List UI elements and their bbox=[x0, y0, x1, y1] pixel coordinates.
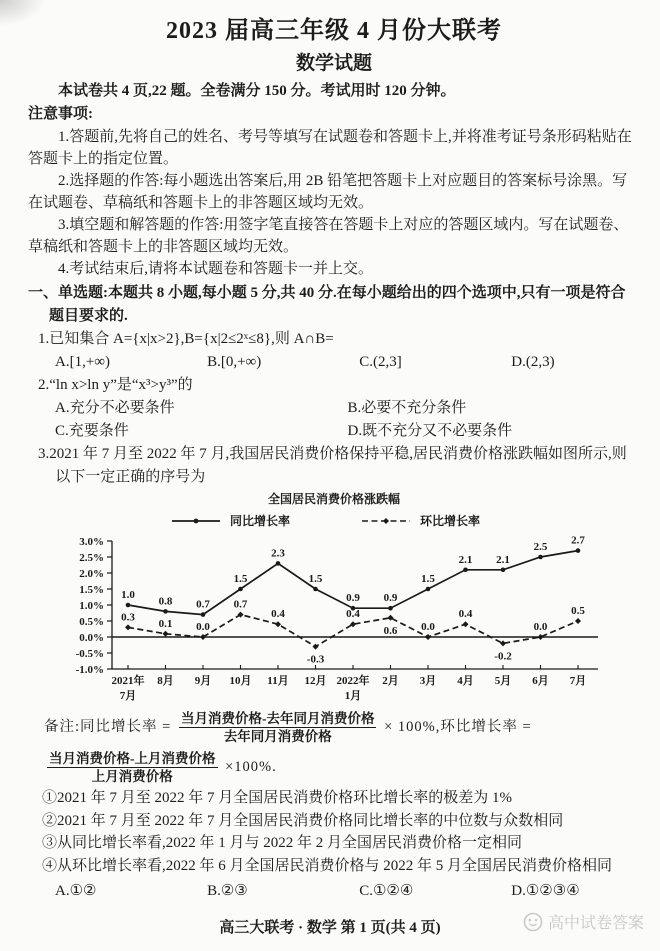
svg-text:2.1: 2.1 bbox=[458, 553, 473, 566]
chart-note bbox=[44, 707, 640, 787]
svg-text:9月: 9月 bbox=[194, 675, 212, 687]
svg-text:环比增长率: 环比增长率 bbox=[420, 514, 481, 528]
svg-text:12月: 12月 bbox=[304, 675, 327, 687]
svg-text:0.1: 0.1 bbox=[158, 617, 173, 630]
note-mid: × 100%,环比增长率 = bbox=[384, 719, 532, 735]
q2-option-a: A.充分不必要条件 bbox=[55, 400, 175, 416]
svg-text:1.5: 1.5 bbox=[421, 573, 435, 585]
svg-text:2.0%: 2.0% bbox=[79, 568, 104, 580]
page-footer: 高三大联考 · 数学 第 1 页(共 4 页) bbox=[219, 920, 441, 936]
svg-text:同比增长率: 同比增长率 bbox=[230, 514, 291, 528]
watermark-logo-icon bbox=[522, 911, 544, 933]
notice-item-3: 3.填空题和解答题的作答:用签字笔直接答在答题卡上对应的答题区域内。写在试题卷、草稿纸和答题卡上的非答题区域均无效。 bbox=[28, 217, 629, 255]
tongbi-fraction bbox=[179, 710, 377, 745]
svg-text:-0.5%: -0.5% bbox=[75, 648, 104, 660]
fraction-numerator: 当月消费价格-去年同月消费价格 bbox=[180, 711, 375, 727]
svg-text:1.5: 1.5 bbox=[233, 573, 248, 585]
note-suffix: ×100%. bbox=[225, 759, 277, 775]
note-prefix: 备注:同比增长率 = bbox=[44, 719, 172, 735]
notice-item-2: 2.选择题的作答:每小题选出答案后,用 2B 铅笔把答题卡上对应题目的答案标号涂黑。写在试题卷、草稿纸和答题卡上的非答题区域均无效。 bbox=[28, 173, 628, 211]
svg-text:8月: 8月 bbox=[157, 675, 174, 687]
svg-text:2021年: 2021年 bbox=[111, 675, 145, 687]
svg-text:2.3: 2.3 bbox=[271, 547, 285, 560]
svg-text:2.7: 2.7 bbox=[571, 534, 585, 547]
svg-text:1.5: 1.5 bbox=[308, 573, 323, 585]
question-2-stem: 2.“ln x>ln y”是“x³>y³”的 bbox=[38, 377, 193, 393]
svg-text:-1.0%: -1.0% bbox=[75, 664, 104, 676]
page-subtitle: 数学试题 bbox=[295, 53, 372, 74]
svg-text:2.1: 2.1 bbox=[496, 553, 510, 566]
svg-text:2.5%: 2.5% bbox=[79, 552, 104, 564]
watermark-text: 高中试卷答案 bbox=[547, 915, 644, 932]
question-2-options-row-1 bbox=[55, 397, 640, 420]
q1-option-a: A.[1,+∞) bbox=[55, 354, 110, 370]
svg-text:0.7: 0.7 bbox=[233, 598, 248, 611]
question-3-options bbox=[55, 880, 640, 903]
fraction-denominator: 上月消费价格 bbox=[91, 769, 173, 785]
scan-corner-shade bbox=[0, 0, 46, 26]
svg-text:11月: 11月 bbox=[267, 675, 289, 687]
svg-text:-0.2: -0.2 bbox=[494, 650, 512, 663]
svg-text:0.5: 0.5 bbox=[571, 605, 585, 617]
q3-option-b: B.②③ bbox=[207, 883, 248, 899]
svg-text:0.0: 0.0 bbox=[196, 621, 210, 633]
q2-option-c: C.充要条件 bbox=[55, 423, 129, 439]
svg-text:0.0: 0.0 bbox=[533, 621, 548, 633]
svg-text:0.0%: 0.0% bbox=[79, 632, 104, 644]
svg-text:0.4: 0.4 bbox=[346, 608, 360, 621]
svg-text:7月: 7月 bbox=[119, 690, 137, 702]
svg-text:10月: 10月 bbox=[229, 675, 252, 687]
svg-text:0.9: 0.9 bbox=[383, 592, 398, 605]
svg-text:0.4: 0.4 bbox=[458, 608, 473, 621]
q2-option-b: B.必要不充分条件 bbox=[347, 400, 467, 416]
statement-1: ①2021 年 7 月至 2022 年 7 月全国居民消费价格环比增长率的极差为 1% bbox=[42, 790, 512, 806]
q1-option-b: B.[0,+∞) bbox=[207, 354, 262, 370]
svg-text:0.9: 0.9 bbox=[346, 592, 360, 605]
exam-info: 本试卷共 4 页,22 题。全卷满分 150 分。考试用时 120 分钟。 bbox=[58, 83, 456, 99]
svg-text:7月: 7月 bbox=[569, 675, 587, 687]
question-1-options bbox=[55, 351, 640, 374]
fraction-numerator: 当月消费价格-上月消费价格 bbox=[49, 751, 216, 767]
svg-text:4月: 4月 bbox=[457, 675, 474, 687]
notice-item-1: 1.答题前,先将自己的姓名、考号等填写在试题卷和答题卡上,并将准考证号条形码粘贴在答题卡上的指定位置。 bbox=[28, 129, 632, 167]
svg-text:2月: 2月 bbox=[382, 675, 399, 687]
svg-text:1.0%: 1.0% bbox=[79, 600, 104, 612]
cpi-line-chart-canvas bbox=[54, 507, 614, 705]
question-2-options-row-2 bbox=[55, 420, 640, 443]
notice-item-4: 4.考试结束后,请将本试题卷和答题卡一并上交。 bbox=[58, 261, 374, 277]
cpi-chart bbox=[54, 491, 614, 705]
svg-text:1月: 1月 bbox=[344, 690, 362, 702]
svg-text:0.4: 0.4 bbox=[271, 608, 285, 621]
svg-text:0.8: 0.8 bbox=[158, 595, 173, 608]
q3-option-d: D.①②③④ bbox=[511, 883, 580, 899]
svg-text:0.3: 0.3 bbox=[121, 611, 135, 624]
svg-text:0.0: 0.0 bbox=[421, 621, 435, 633]
huanbi-fraction bbox=[47, 750, 218, 785]
svg-text:3.0%: 3.0% bbox=[79, 536, 104, 548]
statement-4: ④从环比增长率看,2022 年 6 月全国居民消费价格与 2022 年 5 月全国居民消费价格相同 bbox=[42, 857, 613, 874]
page-title: 2023 届高三年级 4 月份大联考 bbox=[166, 18, 502, 44]
chart-title: 全国居民消费价格涨跌幅 bbox=[267, 492, 400, 506]
svg-text:6月: 6月 bbox=[532, 675, 549, 687]
q1-option-d: D.(2,3) bbox=[511, 354, 555, 370]
notice-heading: 注意事项: bbox=[28, 106, 93, 122]
q2-option-d: D.既不充分又不必要条件 bbox=[347, 423, 513, 439]
svg-text:2022年: 2022年 bbox=[336, 675, 370, 687]
question-1-stem: 1.已知集合 A={x|x>2},B={x|2≤2ˣ≤8},则 A∩B= bbox=[38, 331, 334, 347]
svg-text:0.7: 0.7 bbox=[196, 598, 210, 611]
watermark bbox=[522, 910, 644, 933]
svg-text:1.5%: 1.5% bbox=[79, 584, 104, 596]
svg-text:0.6: 0.6 bbox=[383, 624, 398, 637]
svg-text:2.5: 2.5 bbox=[533, 541, 548, 553]
svg-text:-0.3: -0.3 bbox=[306, 653, 325, 666]
svg-text:0.5%: 0.5% bbox=[79, 616, 104, 628]
q1-option-c: C.(2,3] bbox=[359, 354, 402, 370]
fraction-denominator: 去年同月消费价格 bbox=[223, 729, 332, 745]
svg-text:1.0: 1.0 bbox=[121, 589, 135, 601]
question-3-stem: 3.2021 年 7 月至 2022 年 7 月,我国居民消费价格保持平稳,居民消费价格涨跌幅如图所示,则以下一定正确的序号为 bbox=[38, 446, 627, 485]
section-heading: 一、单选题:本题共 8 小题,每小题 5 分,共 40 分.在每小题给出的四个选项中,只有一项是符合题目要求的. bbox=[28, 285, 626, 324]
statement-3: ③从同比增长率看,2022 年 1 月与 2022 年 2 月全国居民消费价格一定相同 bbox=[42, 835, 523, 851]
svg-text:5月: 5月 bbox=[494, 675, 512, 687]
q3-option-a: A.①② bbox=[55, 883, 97, 899]
svg-text:3月: 3月 bbox=[419, 675, 437, 687]
q3-option-c: C.①②④ bbox=[359, 883, 414, 899]
statement-2: ②2021 年 7 月至 2022 年 7 月全国居民消费价格同比增长率的中位数与众数相同 bbox=[42, 812, 564, 829]
